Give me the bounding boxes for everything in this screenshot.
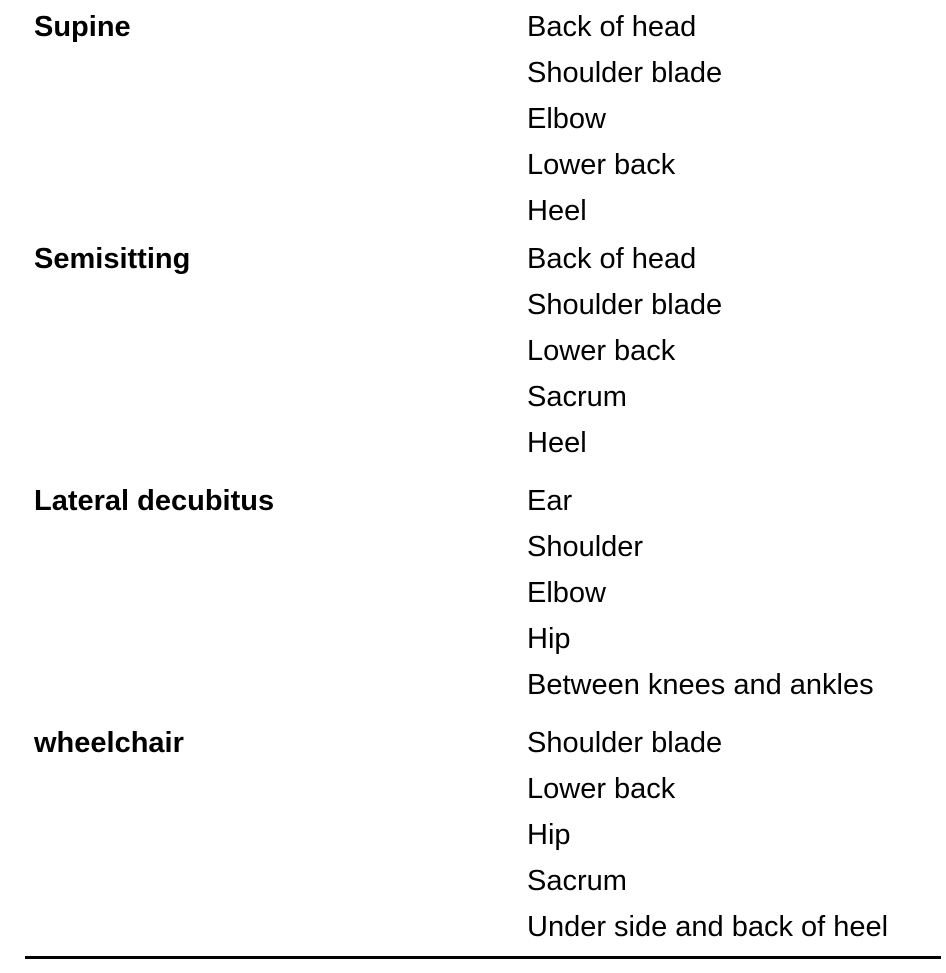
list-item: Sacrum bbox=[527, 381, 627, 413]
list-item: Lower back bbox=[527, 335, 676, 367]
list-item: Back of head bbox=[527, 243, 697, 275]
list-item: Shoulder blade bbox=[527, 727, 723, 759]
list-item: Lower back bbox=[527, 149, 676, 181]
list-item: Shoulder blade bbox=[527, 57, 723, 89]
position-label: Supine bbox=[34, 11, 131, 43]
pressure-point-list bbox=[527, 4, 722, 234]
list-item: Shoulder blade bbox=[527, 289, 723, 321]
position-label: Semisitting bbox=[34, 243, 191, 275]
list-item: Hip bbox=[527, 623, 571, 655]
pressure-point-list bbox=[527, 720, 888, 950]
list-item: Lower back bbox=[527, 773, 676, 805]
table-bottom-rule bbox=[25, 956, 941, 959]
list-item: Elbow bbox=[527, 103, 606, 135]
list-item: Shoulder bbox=[527, 531, 644, 563]
position-label: wheelchair bbox=[34, 727, 184, 759]
list-item: Heel bbox=[527, 195, 587, 227]
position-label: Lateral decubitus bbox=[34, 485, 275, 517]
pressure-point-list bbox=[527, 236, 722, 466]
pressure-point-list bbox=[527, 478, 874, 708]
list-item: Elbow bbox=[527, 577, 606, 609]
list-item: Hip bbox=[527, 819, 571, 851]
list-item: Under side and back of heel bbox=[527, 911, 889, 943]
list-item: Ear bbox=[527, 485, 573, 517]
list-item: Heel bbox=[527, 427, 587, 459]
list-item: Between knees and ankles bbox=[527, 669, 874, 701]
list-item: Back of head bbox=[527, 11, 697, 43]
list-item: Sacrum bbox=[527, 865, 627, 897]
